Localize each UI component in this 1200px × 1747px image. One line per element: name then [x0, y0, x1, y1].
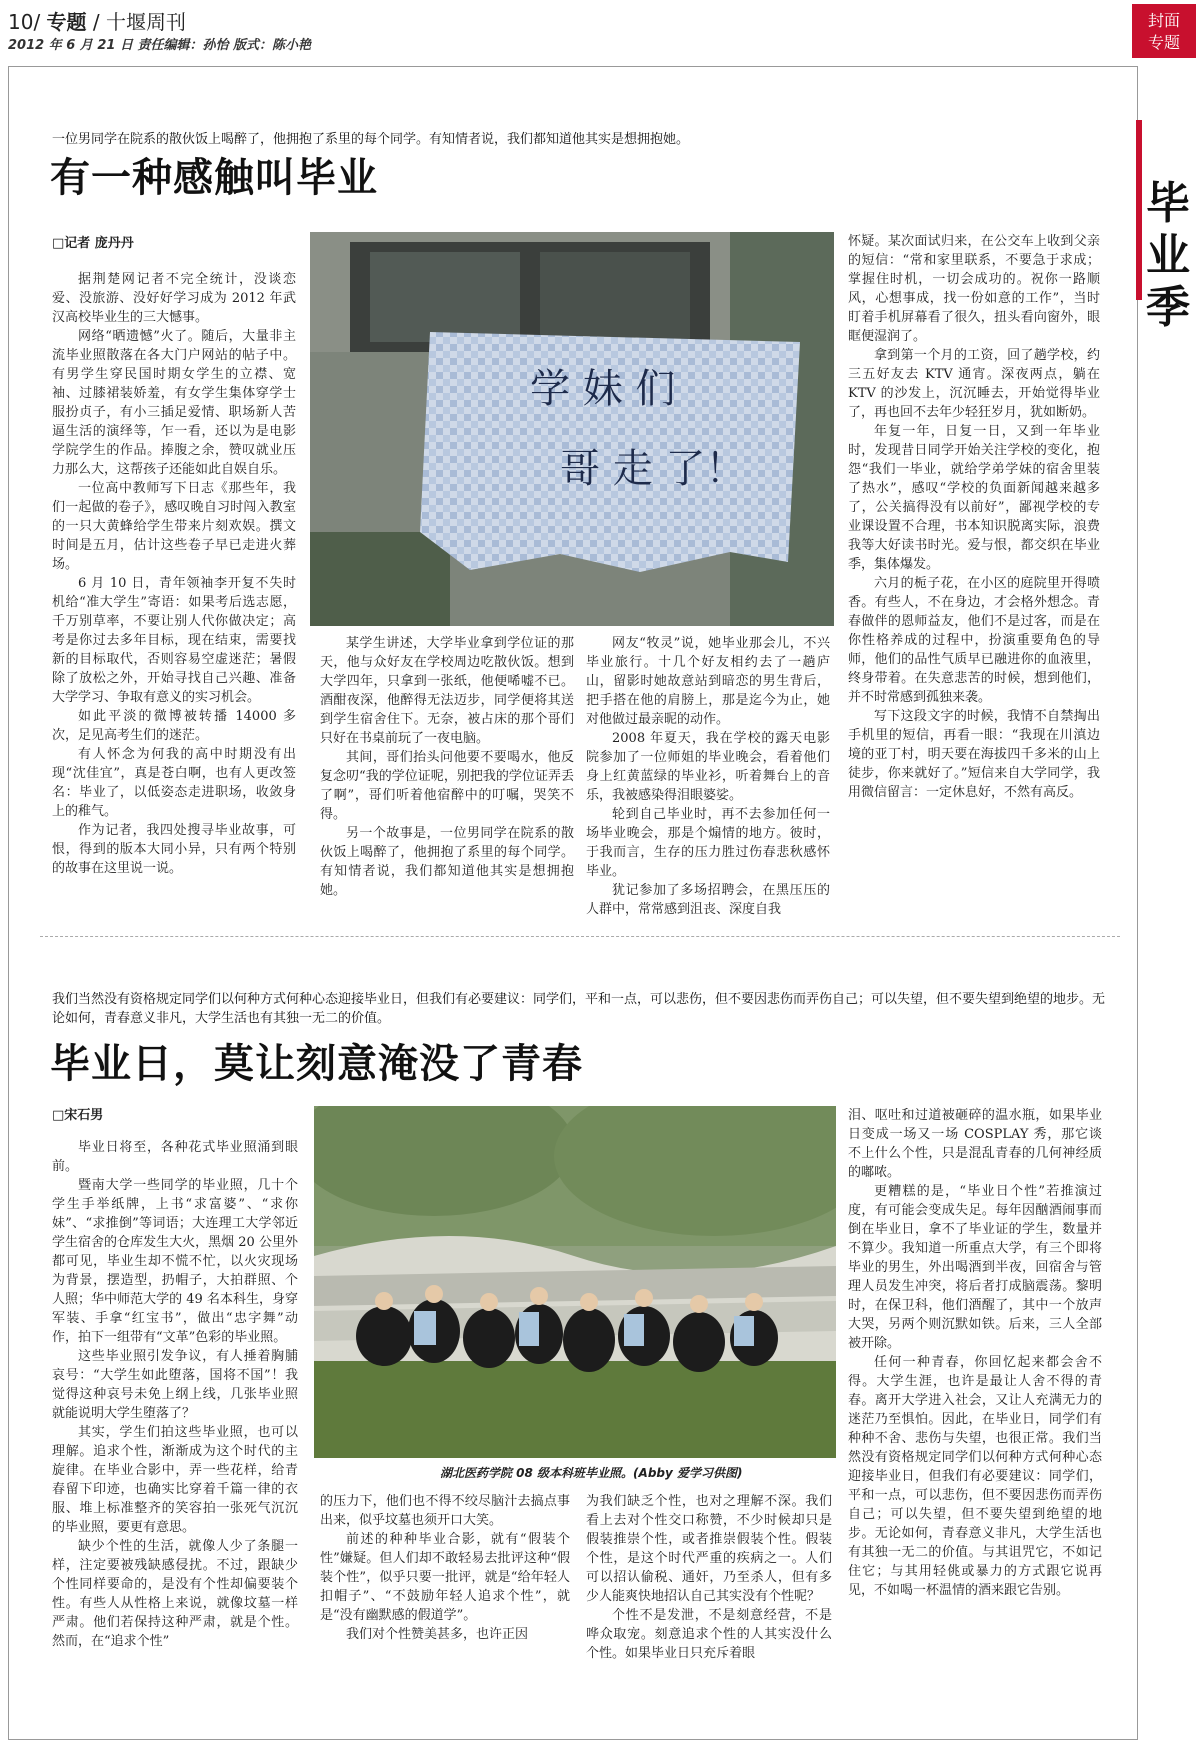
article1-byline: □记者 庞丹丹	[52, 236, 134, 251]
dorm-banner-photo	[310, 232, 834, 626]
paragraph: 拿到第一个月的工资，回了趟学校，约三五好友去 KTV 通宵。深夜两点，躺在 KTV 的沙发上，沉沉睡去，开始觉得毕业了，再也回不去年少轻狂岁月，犹如断奶。	[848, 348, 1100, 420]
badge-line-2: 专题	[1147, 33, 1180, 52]
paragraph: 前述的种种毕业合影，就有“假装个性”嫌疑。但人们却不敢轻易去批评这种“假装个性”，似乎只要一批评，就是“给年轻人扣帽子”、“不鼓励年轻人追求个性”，就是“没有幽默感的假道学”。	[320, 1532, 570, 1623]
paragraph: 的压力下，他们也不得不绞尽脑汁去搞点事出来，似乎坟墓也须开口大笑。	[320, 1494, 570, 1528]
paragraph: 另一个故事是，一位男同学在院系的散伙饭上喝醉了，他拥抱了系里的每个同学。有知情者说，我们都知道他其实是想拥抱她。	[320, 826, 574, 898]
article1-column-1	[52, 270, 296, 878]
paragraph: 网友“牧灵”说，她毕业那会儿，不兴毕业旅行。十几个好友相约去了一趟庐山，留影时她故意站到暗恋的男生背后，把手搭在他的肩膀上，那是迄今为止，她对他做过最亲昵的动作。	[586, 636, 830, 727]
article2-column-2	[320, 1492, 570, 1644]
vertical-column-title: 毕业季	[1146, 178, 1190, 333]
article2-title: 毕业日，莫让刻意淹没了青春	[50, 1040, 583, 1087]
paragraph: 一位高中教师写下日志《那些年，我们一起做的卷子》，感叹晚自习时闯入教室的一只大黄蜂给学生带来片刻欢娱。撰文时间是五月，估计这些卷子早已走进火葬场。	[52, 481, 296, 572]
article2-byline: □宋石男	[52, 1108, 104, 1123]
article1-column-3	[586, 634, 830, 919]
paragraph: 如此平淡的微博被转播 14000 多次，足见高考生们的迷茫。	[52, 709, 296, 743]
banner-text-line2: 哥 走 了！	[560, 446, 746, 492]
paragraph: 据荆楚网记者不完全统计，没谈恋爱、没旅游、没好好学习成为 2012 年武汉高校毕业生的三大憾事。	[52, 272, 296, 325]
graduation-group-photo	[314, 1106, 836, 1458]
paragraph: 更糟糕的是，“毕业日个性”若推演过度，有可能会变成失足。每年因酗酒闹事而倒在毕业日，拿不了毕业证的学生，数量并不算少。我知道一所重点大学，有三个即将毕业的男生，外出喝酒到半夜，回宿舍与管理人员发生冲突，将后者打成脑震荡。黎明时，在保卫科，他们酒醒了，其中一个放声大哭，另两个则沉默如铁。后来，三人全部被开除。	[848, 1184, 1102, 1351]
page-meta: 2012 年 6 月 21 日 责任编辑：孙怡 版式：陈小艳	[8, 38, 311, 53]
article1-column-2	[320, 634, 574, 900]
paragraph: 写下这段文字的时候，我情不自禁掏出手机里的短信，再看一眼：“我现在川滇边境的亚丁村，明天要在海拔四千多米的山上徒步，你来就好了。”短信来自大学同学，我用微信留言：一定休息好，不然有高反。	[848, 709, 1100, 800]
paragraph: 2008 年夏天，我在学校的露天电影院参加了一位师姐的毕业晚会，看着他们身上红黄蓝绿的毕业衫，听着舞台上的音乐，我被感染得泪眼婆娑。	[586, 731, 830, 803]
paper-name: / 十堰周刊	[92, 10, 187, 34]
page-number: 10/	[8, 10, 41, 34]
paragraph: 泪、呕吐和过道被砸碎的温水瓶，如果毕业日变成一场又一场 COSPLAY 秀，那它谈不上什么个性，只是混乱青春的几何神经质的嘟哝。	[848, 1108, 1102, 1180]
paragraph: 暨南大学一些同学的毕业照，几十个学生手举纸牌，上书“求富婆”、“求你妹”、“求推倒”等词语；大连理工大学邻近学生宿舍的仓库发生大火，黑烟 20 公里外都可见，毕业生却不慌不忙，以火灾现场为背景，摆造型，扔帽子，大拍群照、个人照；华中师范大学的 49 名本科生，身穿军装、手拿“红宝书”，做出“忠字舞”动作，拍下一组带有“文革”色彩的毕业照。	[52, 1178, 298, 1345]
paragraph: 怀疑。某次面试归来，在公交车上收到父亲的短信：“常和家里联系，不要急于求成；掌握住时机，一切会成功的。祝你一路顺风，心想事成，找一份如意的工作”，当时盯着手机屏幕看了很久，扭头看向窗外，眼眶便湿润了。	[848, 234, 1100, 344]
paragraph: 轮到自己毕业时，再不去参加任何一场毕业晚会，那是个煽情的地方。彼时，于我而言，生存的压力胜过伤春悲秋感怀毕业。	[586, 807, 830, 879]
paragraph: 毕业日将至，各种花式毕业照涌到眼前。	[52, 1140, 298, 1174]
paragraph: 个性不是发泄，不是刻意经营，不是哗众取宠。刻意追求个性的人其实没什么个性。如果毕业日只充斥着眼	[586, 1608, 832, 1661]
paragraph: 任何一种青春，你回忆起来都会舍不得。大学生涯，也许是最让人舍不得的青春。离开大学进入社会，又让人充满无力的迷茫乃至惧怕。因此，在毕业日，同学们有种种不舍、悲伤与失望，也很正常。我们当然没有资格规定同学们以何种方式何种心态迎接毕业日，但我们有必要建议：同学们，平和一点，可以悲伤，但不要因悲伤而弄伤自己；可以失望，但不要失望到绝望的地步。无论如何，青春意义非凡，大学生活也有其独一无二的价值。与其诅咒它，不如记住它；与其用轻佻或暴力的方式跟它说再见，不如喝一杯温情的酒来跟它告别。	[848, 1355, 1102, 1598]
cover-topic-badge	[1132, 4, 1196, 58]
article2-photo	[314, 1106, 836, 1458]
article2-column-1	[52, 1138, 298, 1651]
section-name: 专题	[46, 10, 87, 34]
paragraph: 其实，学生们拍这些毕业照，也可以理解。追求个性，渐渐成为这个时代的主旋律。在毕业合影中，弄一些花样，给青春留下印迹，也确实比穿着千篇一律的衣服、堆上标准整齐的笑容拍一张死气沉沉的毕业照，要更有意思。	[52, 1425, 298, 1535]
paragraph: 6 月 10 日，青年领袖李开复不失时机给“准大学生”寄语：如果考后选志愿，千万别草率，不要让别人代你做决定；高考是你过去多年目标，现在结束，需要找新的目标取代，否则容易空虚迷茫；暑假除了放松之外，开始寻找自己兴趣、准备大学学习、争取有意义的实习机会。	[52, 576, 296, 705]
paragraph: 某学生讲述，大学毕业拿到学位证的那天，他与众好友在学校周边吃散伙饭。想到大学四年，只拿到一张纸，他便唏嘘不已。酒酣夜深，他醉得无法迈步，同学便将其送到学生宿舍住下。无奈，被占床的那个哥们只好在书桌前玩了一夜电脑。	[320, 636, 574, 746]
article-divider	[40, 936, 1120, 937]
paragraph: 为我们缺乏个性，也对之理解不深。我们看上去对个性交口称赞，不少时候却只是假装推崇个性，或者推崇假装个性。假装个性，是这个时代严重的疾病之一。人们可以招认偷税、通奸，乃至杀人，但有多少人能爽快地招认自己其实没有个性呢？	[586, 1494, 832, 1604]
paragraph: 六月的栀子花，在小区的庭院里开得喷香。有些人，不在身边，才会格外想念。青春做伴的恩师益友，他们不是过客，而是在你性格养成的过程中，扮演重要角色的导师，他们的品性气质早已融进你的血液里，终身带着。在失意悲苦的时候，想到他们，并不时常感到孤独来袭。	[848, 576, 1100, 705]
banner-text-line1: 学 妹 们	[530, 366, 676, 412]
article2-lead: 我们当然没有资格规定同学们以何种方式何种心态迎接毕业日，但我们有必要建议：同学们，平和一点，可以悲伤，但不要因悲伤而弄伤自己；可以失望，但不要失望到绝望的地步。无论如何，青春意义非凡，大学生活也有其独一无二的价值。	[52, 992, 1106, 1026]
article2-column-3	[586, 1492, 832, 1663]
article1-lead: 一位男同学在院系的散伙饭上喝醉了，他拥抱了系里的每个同学。有知情者说，我们都知道他其实是想拥抱她。	[52, 132, 690, 147]
paragraph: 我们对个性赞美甚多，也许正因	[346, 1627, 529, 1642]
photo-caption: 湖北医药学院 08 级本科班毕业照。(Abby 爱学习供图)	[440, 1466, 743, 1480]
paragraph: 缺少个性的生活，就像人少了条腿一样，注定要被残缺感侵扰。不过，跟缺少个性同样要命的，是没有个性却偏要装个性。有些人从性格上来说，就像坟墓一样严肃。他们若保持这种严肃，就是个性。然而，在“追求个性”	[52, 1539, 298, 1649]
article2-column-4	[848, 1106, 1102, 1600]
article1-title: 有一种感触叫毕业	[50, 154, 378, 201]
paragraph: 其间，哥们抬头问他要不要喝水，他反复念叨“我的学位证呢，别把我的学位证弄丢了啊”，哥们听着他宿醉中的叮嘱，哭笑不得。	[320, 750, 574, 822]
paragraph: 网络“晒遗憾”火了。随后，大量非主流毕业照散落在各大门户网站的帖子中。有男学生穿民国时期女学生的立襟、宽袖、过膝裙装娇羞，有女学生集体穿学士服扮贞子，有小三插足爱情、职场新人苦逼生活的演绎等，乍一看，还以为是电影学院学生的作品。捧腹之余，赞叹就业压力那么大，这帮孩子还能如此自娱自乐。	[52, 329, 296, 477]
paragraph: 作为记者，我四处搜寻毕业故事，可恨，得到的版本大同小异，只有两个特别的故事在这里说一说。	[52, 823, 296, 876]
article1-photo	[310, 232, 834, 626]
badge-line-1: 封面	[1147, 11, 1180, 30]
paragraph: 年复一年，日复一日，又到一年毕业时，发现昔日同学开始关注学校的变化，抱怨“我们一毕业，就给学弟学妹的宿舍里装了热水”，感叹“学校的负面新闻越来越多了，公关搞得没有以前好”，鄙视学校的专业课设置不合理，书本知识脱离实际，浪费我等大好读书时光。爱与恨，都交织在毕业季，集体爆发。	[848, 424, 1100, 572]
paragraph: 犹记参加了多场招聘会，在黑压压的人群中，常常感到沮丧、深度自我	[586, 883, 830, 917]
page-header	[8, 6, 186, 35]
article1-column-4	[848, 232, 1100, 802]
paragraph: 有人怀念为何我的高中时期没有出现“沈佳宜”，真是苍白啊，也有人更改签名：毕业了，以低姿态走进职场，收敛身上的稚气。	[52, 747, 296, 819]
paragraph: 这些毕业照引发争议，有人捶着胸脯哀号：“大学生如此堕落，国将不国”！我觉得这种哀号未免上纲上线，几张毕业照就能说明大学生堕落了？	[52, 1349, 298, 1421]
